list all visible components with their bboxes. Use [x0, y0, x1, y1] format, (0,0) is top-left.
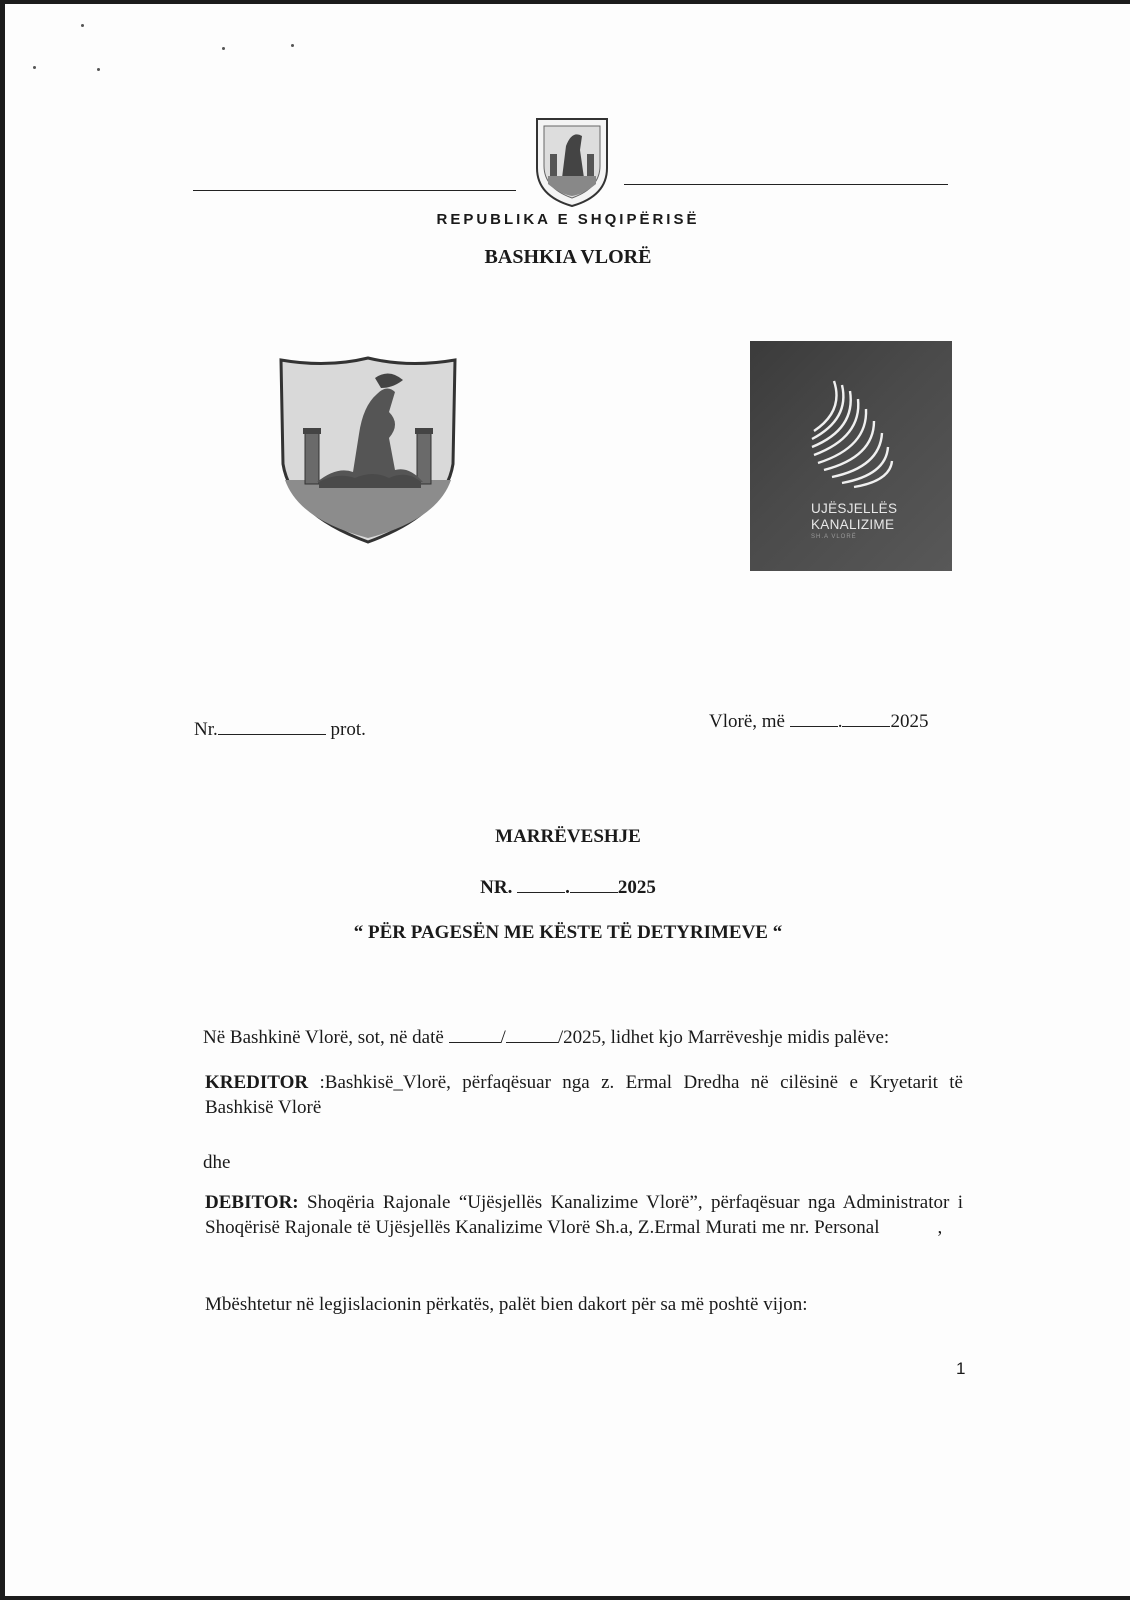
protocol-prot-label: prot. — [330, 719, 366, 740]
republic-heading: REPUBLIKA E SHQIPËRISË — [436, 211, 700, 228]
date-year: 2025 — [890, 711, 929, 732]
debtor-paragraph — [205, 1190, 963, 1240]
debtor-text: Shoqëria Rajonale “Ujësjellës Kanalizime Vlorë”, përfaqësuar nga Administrator i Shoqërisë Rajonale të Ujësjellës Kanalizime Vlorë Sh.a, Z.Ermal Murati me nr. Personal — [205, 1192, 963, 1238]
date-month-blank — [842, 710, 890, 727]
intro-month-blank — [506, 1026, 558, 1043]
agreement-subject: “ PËR PAGESËN ME KËSTE TË DETYRIMEVE “ — [353, 922, 783, 943]
page-number: 1 — [956, 1359, 966, 1378]
debtor-tail: , — [937, 1217, 943, 1238]
place-date-label: Vlorë, më — [709, 711, 785, 732]
water-drop-icon — [804, 371, 904, 489]
header-rule-right — [624, 184, 948, 185]
agreement-number-line — [5, 876, 1130, 899]
scan-speck — [33, 66, 36, 69]
logo-line-1: UJËSJELLËS — [811, 501, 898, 516]
creditor-label: KREDITOR — [205, 1072, 309, 1093]
protocol-nr-label: Nr. — [194, 719, 218, 740]
albania-coat-of-arms-icon — [534, 116, 610, 208]
date-day-blank — [790, 710, 838, 727]
vlora-shield-icon — [277, 354, 459, 546]
scan-speck — [81, 24, 84, 27]
protocol-number-line — [194, 718, 366, 741]
intro-text-end: /2025, lidhet kjo Marrëveshje midis palëve: — [557, 1027, 890, 1048]
intro-slash: / — [500, 1027, 506, 1048]
agreement-title: MARRËVESHJE — [495, 826, 641, 847]
intro-text: Në Bashkinë Vlorë, sot, në datë — [203, 1027, 444, 1048]
municipality-heading: BASHKIA VLORË — [484, 246, 652, 268]
header-rule-left — [193, 190, 516, 191]
scan-speck — [291, 44, 294, 47]
closing-line: Mbështetur në legjislacionin përkatës, palët bien dakort për sa më poshtë vijon: — [205, 1294, 808, 1315]
logo-line-2: KANALIZIME — [811, 517, 895, 532]
agreement-month-blank — [570, 876, 618, 893]
place-date-line — [709, 710, 928, 733]
agreement-number-blank — [517, 876, 565, 893]
and-word: dhe — [203, 1152, 231, 1173]
intro-line — [203, 1026, 889, 1049]
scan-speck — [222, 47, 225, 50]
ujesjelles-kanalizime-logo — [750, 341, 952, 571]
logo-line-3: SH.A VLORË — [811, 534, 857, 540]
document-page — [5, 4, 1130, 1596]
scan-speck — [97, 68, 100, 71]
creditor-paragraph — [205, 1070, 963, 1120]
agreement-nr-label: NR. — [480, 877, 513, 898]
creditor-text: :Bashkisë_Vlorë, përfaqësuar nga z. Ermal Dredha në cilësinë e Kryetarit të Bashkisë Vlorë — [205, 1072, 963, 1118]
date-separator: . — [837, 711, 843, 732]
agreement-year: 2025 — [617, 877, 656, 898]
agreement-separator: . — [565, 877, 570, 898]
intro-day-blank — [449, 1026, 501, 1043]
protocol-number-blank — [218, 718, 326, 735]
debtor-label: DEBITOR: — [205, 1192, 299, 1213]
